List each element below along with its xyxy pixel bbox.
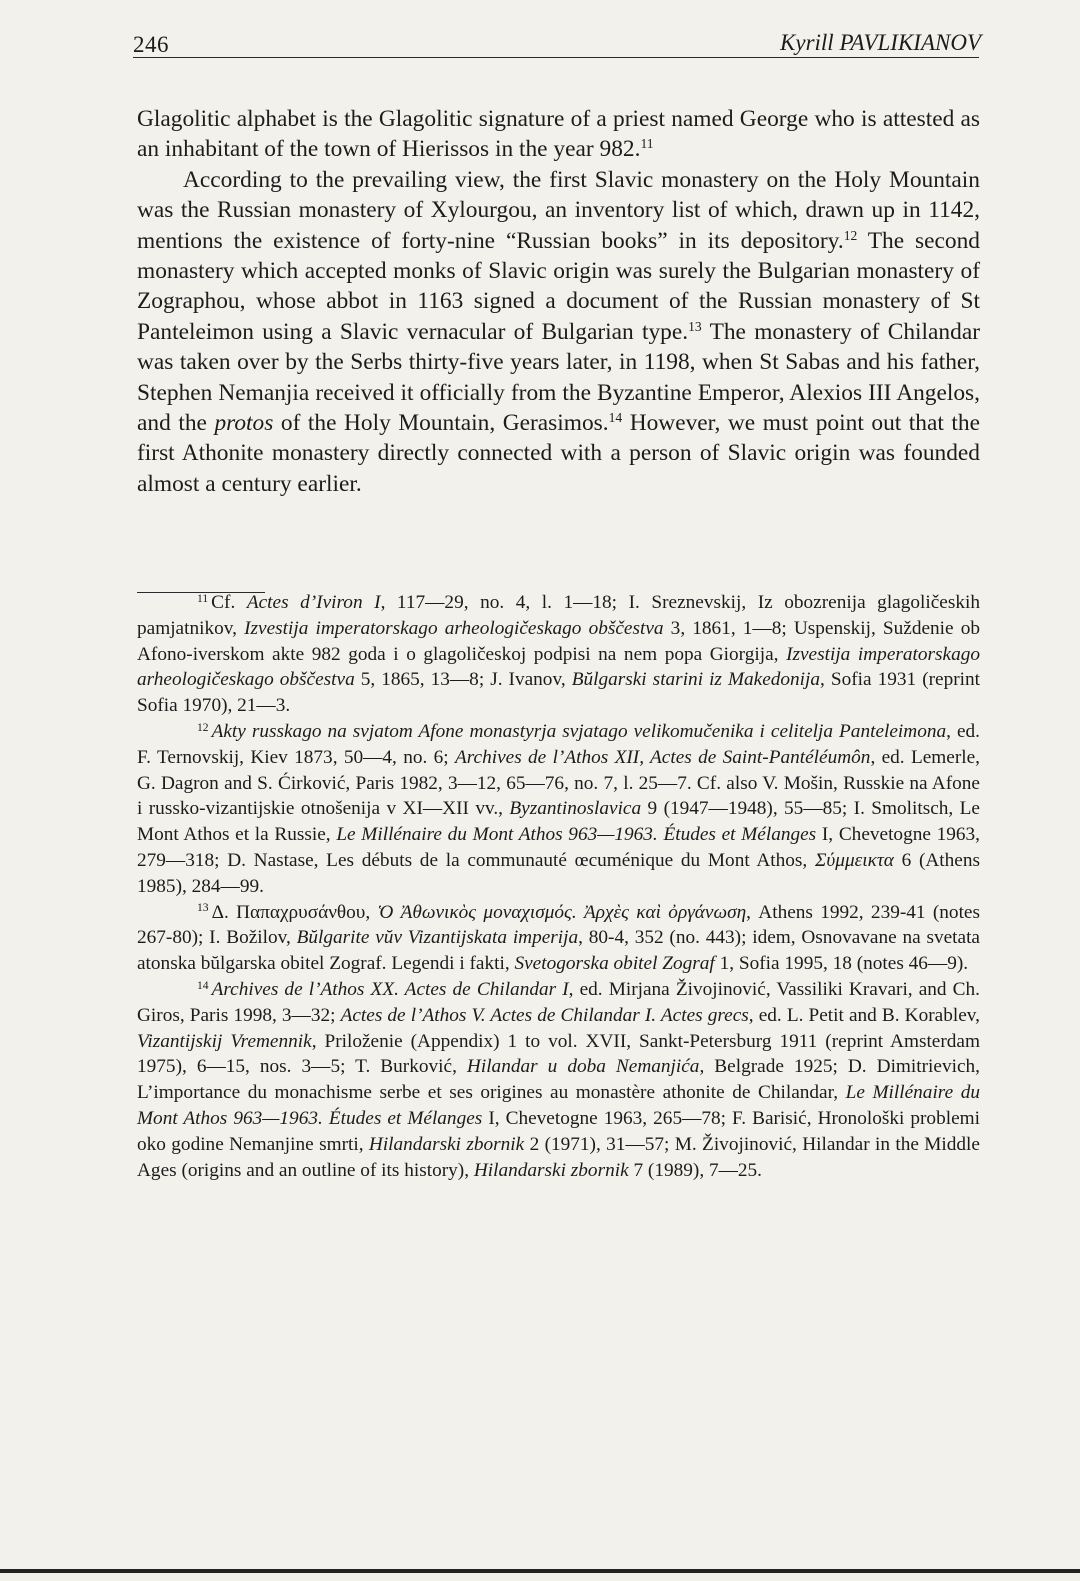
page-header bbox=[133, 20, 981, 60]
paragraph-2-part-5: However, we must point out that the first Athonite monastery directly connected with a person of Slavic origin was founded almost a century earlier. bbox=[137, 410, 980, 497]
footnote-12-c: 9 (1947—1948), 55—85; I. Smolitsch, Le Mont Athos et la Russie, bbox=[137, 798, 980, 846]
footnote-14-a: , ed. Mirjana Živojinović, Vassiliki Kravari, and Ch. Giros, Paris 1998, 3—32; bbox=[137, 978, 980, 1026]
footnote-12-i3: Byzantinoslavica bbox=[509, 798, 642, 820]
footnote-12-d: I, Chevetogne 1963, 279—318; D. Nastase, Les débuts de la communauté œcuménique du Mont Athos, bbox=[137, 824, 980, 871]
footnote-13-i2: Bŭlgarite vŭv Vizantijskata imperija bbox=[296, 927, 579, 949]
paragraph-2 bbox=[137, 165, 980, 499]
paragraph-2-part-1: According to the prevailing view, the first Slavic monastery on the Holy Mountain was the Russian monastery of Xylourgou, an inventory list of which, drawn up in 1142, mentions the existence of forty-nine “Russian books” in its depository. bbox=[137, 166, 980, 254]
paragraph-1-text: Glagolitic alphabet is the Glagolitic signature of a priest named George who is attested as an inhabitant of the town of Hierissos in the year 982. bbox=[137, 106, 980, 163]
footnote-12-i1: Akty russkago na svjatom Afone monastyrja svjatago velikomučenika i celitelja Panteleimona bbox=[211, 720, 947, 742]
footnote-11 bbox=[137, 590, 980, 719]
footnote-14 bbox=[137, 977, 980, 1183]
page-number: 246 bbox=[133, 32, 169, 57]
paragraph-2-part-2: The second monastery which accepted monks of Slavic origin was surely the Bulgarian monastery of Zographou, whose abbot in 1163 signed a document of the Russian monastery of St Panteleimon using a Slavic vernacular of Bulgarian type. bbox=[137, 227, 981, 345]
footnote-12-i2: Archives de l’Athos XII, Actes de Saint-Pantéléumôn bbox=[454, 746, 871, 768]
footnote-11-i4: Bŭlgarski starini iz Makedonija bbox=[571, 669, 821, 691]
footnote-14-i2: Actes de l’Athos V. Actes de Chilandar I. Actes grecs bbox=[340, 1004, 749, 1026]
footnote-14-i3: Vizantijskij Vremennik bbox=[137, 1030, 312, 1052]
footnote-14-i1: Archives de l’Athos XX. Actes de Chilandar I bbox=[211, 978, 569, 1000]
footnote-11-a: Cf. bbox=[211, 592, 247, 613]
footnote-13-i1: Ὁ Ἀθωνικὸς μοναχισμός. Ἀρχὲς καὶ ὀργάνωση bbox=[377, 901, 747, 923]
footnote-13-b: , Athens 1992, 239-41 (notes 267-80); I. Božilov, bbox=[137, 901, 980, 949]
note-ref-14: 14 bbox=[608, 409, 623, 425]
footnote-14-g: 7 (1989), 7—25. bbox=[628, 1159, 762, 1181]
footnote-13-i3: Svetogorska obitel Zograf bbox=[514, 953, 715, 975]
footnote-14-b: , ed. L. Petit and B. Korablev, bbox=[748, 1004, 980, 1026]
header-rule bbox=[133, 57, 979, 58]
footnote-14-i7: Hilandarski zbornik bbox=[473, 1159, 629, 1181]
footnote-11-d: 5, 1865, 13—8; J. Ivanov, bbox=[354, 669, 572, 691]
footnotes bbox=[137, 590, 980, 1183]
footnote-11-c: 3, 1861, 1—8; Uspenskij, Suždenie ob Afono-iverskom akte 982 goda i o glagoličeskoj podpisi na nem popa Giorgija, bbox=[137, 617, 981, 665]
footnote-13-a: Δ. Παπαχρυσάνθου, bbox=[211, 901, 378, 923]
paragraph-2-part-3: The monastery of Chilandar was taken over by the Serbs thirty-five years later, in 1198, when St Sabas and his father, Stephen Nemanjia received it officially from the Byzantine Emperor, Alexios III Angelos, and the bbox=[137, 318, 980, 437]
footnote-13-c: , 80-4, 352 (no. 443); idem, Osnovavane na svetata atonska bŭlgarska obitel Zograf. Legendi i fakti, bbox=[137, 927, 980, 975]
footnote-14-c: , Priloženie (Appendix) 1 to vol. XVII, Sankt-Petersburg 1911 (reprint Amsterdam 1975), 6—15, nos. 3—5; T. Burković, bbox=[137, 1030, 980, 1078]
footnote-14-i4: Hilandar u doba Nemanjića bbox=[466, 1056, 700, 1078]
footnote-14-i5: Le Millénaire du Mont Athos 963—1963. Études et Mélanges bbox=[137, 1082, 980, 1129]
paragraph-1 bbox=[137, 104, 980, 165]
footnote-14-mark: 14 bbox=[197, 978, 209, 992]
footnote-12-i4: Le Millénaire du Mont Athos 963—1963. Études et Mélanges bbox=[336, 824, 817, 846]
footnote-14-e: I, Chevetogne 1963, 265—78; F. Barisić, Hronološki problemi oko godine Nemanjine smrti, bbox=[137, 1107, 980, 1155]
footnote-11-e: , Sofia 1931 (reprint Sofia 1970), 21—3. bbox=[137, 669, 981, 717]
footnote-12-mark: 12 bbox=[197, 720, 209, 734]
note-ref-13: 13 bbox=[688, 318, 702, 334]
footnote-14-f: 2 (1971), 31—57; M. Živojinović, Hilandar in the Middle Ages (origins and an outline of its history), bbox=[137, 1133, 980, 1181]
footnote-12-a: , ed. F. Ternovskij, Kiev 1873, 50—4, no. 6; bbox=[137, 720, 980, 768]
footnote-13-d: 1, Sofia 1995, 18 (notes 46—9). bbox=[714, 953, 969, 975]
footnote-13-mark: 13 bbox=[197, 901, 209, 915]
footnote-11-i2: Izvestija imperatorskago arheologičeskago obščestva bbox=[244, 617, 664, 639]
running-head: Kyrill PAVLIKIANOV bbox=[780, 30, 981, 55]
protos-term: protos bbox=[214, 410, 274, 437]
scan-bottom-edge bbox=[0, 1569, 1080, 1573]
footnote-12-i5: Σύμμεικτα bbox=[814, 849, 894, 871]
footnote-12 bbox=[137, 719, 980, 900]
paragraph-2-part-4: of the Holy Mountain, Gerasimos. bbox=[273, 410, 609, 437]
footnote-11-mark: 11 bbox=[197, 591, 209, 605]
main-text bbox=[137, 104, 980, 499]
footnote-14-d: , Belgrade 1925; D. Dimitrievich, L’importance du monachisme serbe et ses origines au monastère athonite de Chilandar, bbox=[137, 1056, 980, 1104]
footnote-12-b: , ed. Lemerle, G. Dagron and S. Ćirković, Paris 1982, 3—12, 65—76, no. 7, l. 25—7. Cf. also V. Mošin, Russkie na Afone i russko-vizantijskie otnošenija v XI—XII vv., bbox=[137, 746, 980, 820]
note-ref-12: 12 bbox=[843, 227, 858, 243]
note-ref-11: 11 bbox=[640, 136, 654, 152]
footnote-11-i1: Actes d’Iviron I bbox=[246, 592, 381, 613]
footnote-12-e: 6 (Athens 1985), 284—99. bbox=[137, 849, 981, 897]
footnote-13 bbox=[137, 900, 980, 977]
footnote-11-i3: Izvestija imperatorskago arheologičeskago obščestva bbox=[137, 643, 981, 691]
footnote-14-i6: Hilandarski zbornik bbox=[368, 1133, 525, 1155]
footnote-11-b: , 117—29, no. 4, l. 1—18; I. Sreznevskij, Iz obozrenija glagoličeskih pamjatnikov, bbox=[137, 592, 980, 639]
